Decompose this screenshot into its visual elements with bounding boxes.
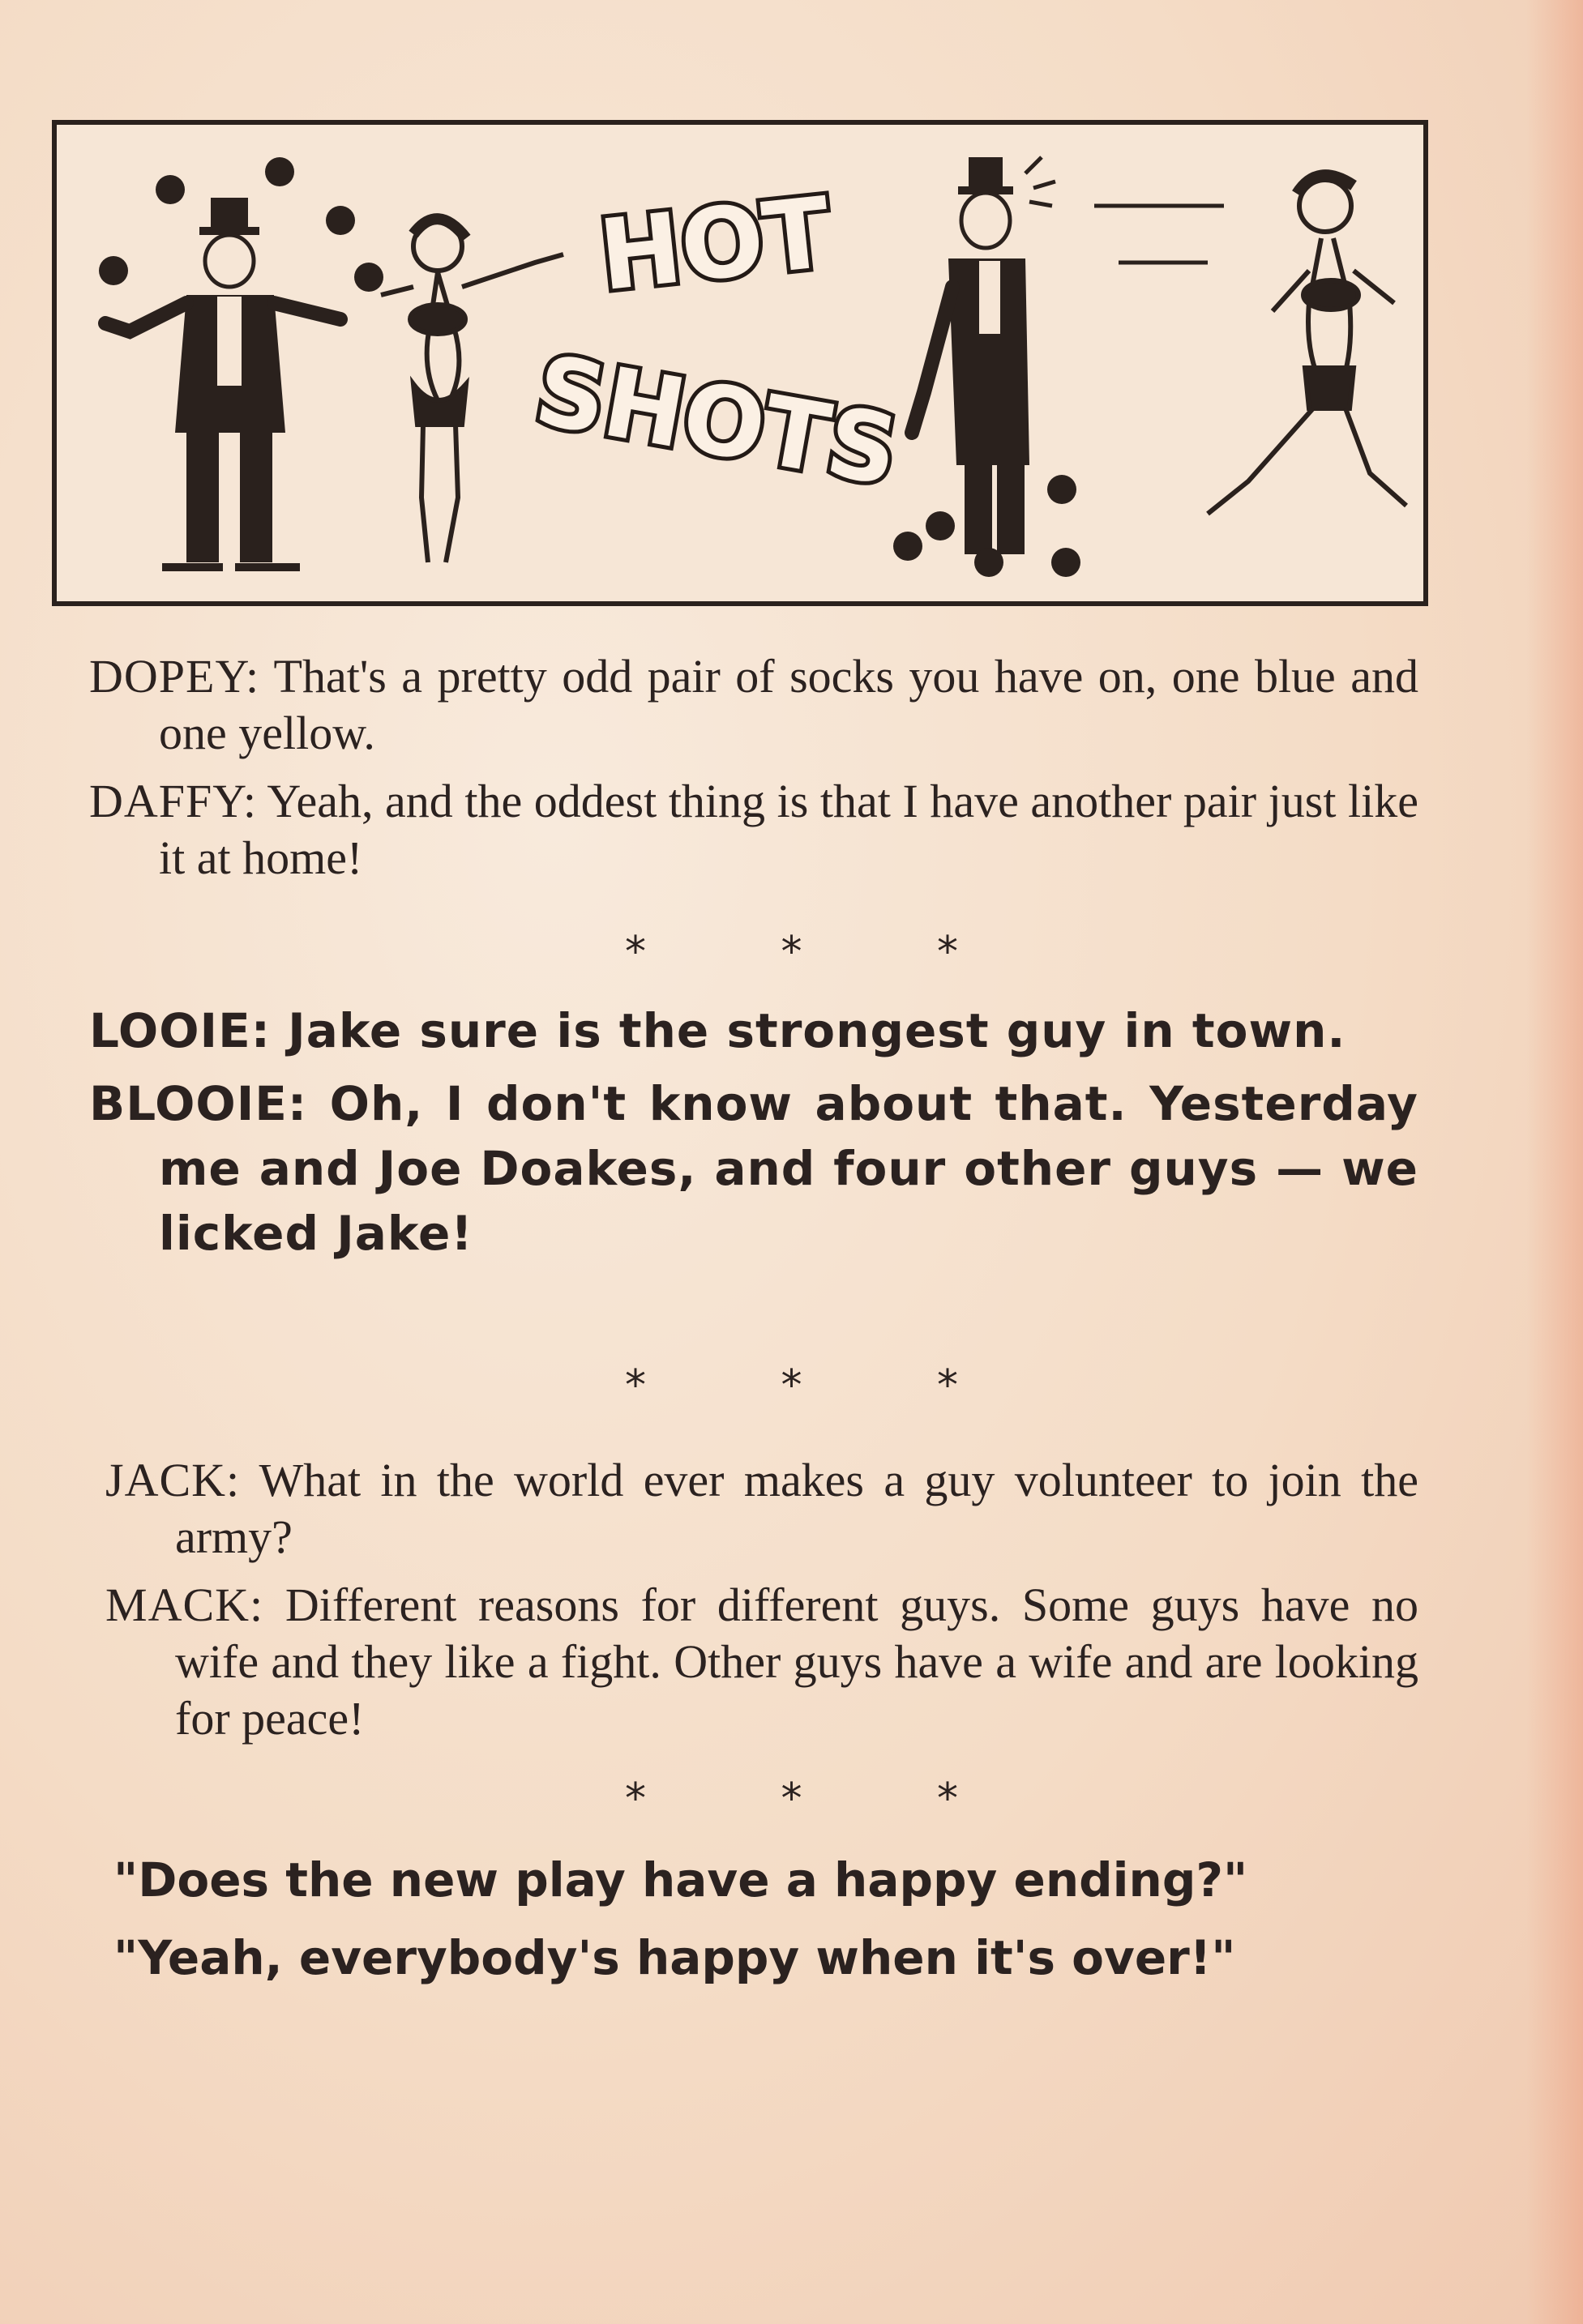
assistant-figure-icon [381, 219, 563, 562]
dialogue-text: Jake sure is the strongest guy in town. [288, 1003, 1346, 1058]
dialogue-line [105, 1577, 1418, 1747]
startled-man-figure-icon [912, 157, 1055, 554]
banner-title-hot: HOT [594, 177, 836, 314]
running-woman-figure-icon [1208, 175, 1406, 514]
section-separator: * * * [624, 928, 959, 976]
quote-answer: "Yeah, everybody's happy when it's over!" [113, 1930, 1236, 1985]
dialogue-text: Oh, I don't know about that. Yesterday me and Joe Doakes, and four other guys — we licked Jake! [159, 1076, 1418, 1261]
section-separator: * * * [624, 1361, 959, 1410]
juggler-figure-icon [105, 198, 340, 567]
dialogue-line [105, 1452, 1418, 1566]
dialogue-line [89, 1071, 1418, 1266]
speaker-label: LOOIE: [89, 1003, 271, 1058]
quote-question: "Does the new play have a happy ending?" [113, 1852, 1248, 1907]
speaker-label: JACK: [105, 1454, 241, 1506]
speaker-label: MACK: [105, 1579, 264, 1631]
dialogue-text: Different reasons for different guys. Some guys have no wife and they like a fight. Other guys have a wife and are looking for peace! [175, 1579, 1419, 1745]
section-separator: * * * [624, 1775, 959, 1823]
dialogue-text: What in the world ever makes a guy volunteer to join the army? [175, 1454, 1418, 1563]
speaker-label: BLOOIE: [89, 1076, 308, 1131]
speed-lines-icon [1094, 206, 1224, 263]
dialogue-text: That's a pretty odd pair of socks you have on, one blue and one yellow. [159, 650, 1418, 759]
speaker-label: DAFFY: [89, 775, 257, 827]
dialogue-line [89, 998, 1418, 1063]
dialogue-line [89, 773, 1418, 886]
joke-1 [89, 648, 1418, 886]
speaker-label: DOPEY: [89, 650, 260, 703]
dialogue-text: Yeah, and the oddest thing is that I have another pair just like it at home! [159, 775, 1418, 884]
banner-title-shots: SHOTS [528, 334, 906, 508]
dialogue-line [89, 648, 1418, 762]
joke-3 [105, 1452, 1418, 1747]
page-edge-tint [1526, 0, 1583, 2324]
joke-2 [89, 998, 1418, 1266]
joke-4 [113, 1841, 1427, 1997]
hot-shots-banner [52, 120, 1428, 606]
banner-illustration [57, 125, 1423, 601]
